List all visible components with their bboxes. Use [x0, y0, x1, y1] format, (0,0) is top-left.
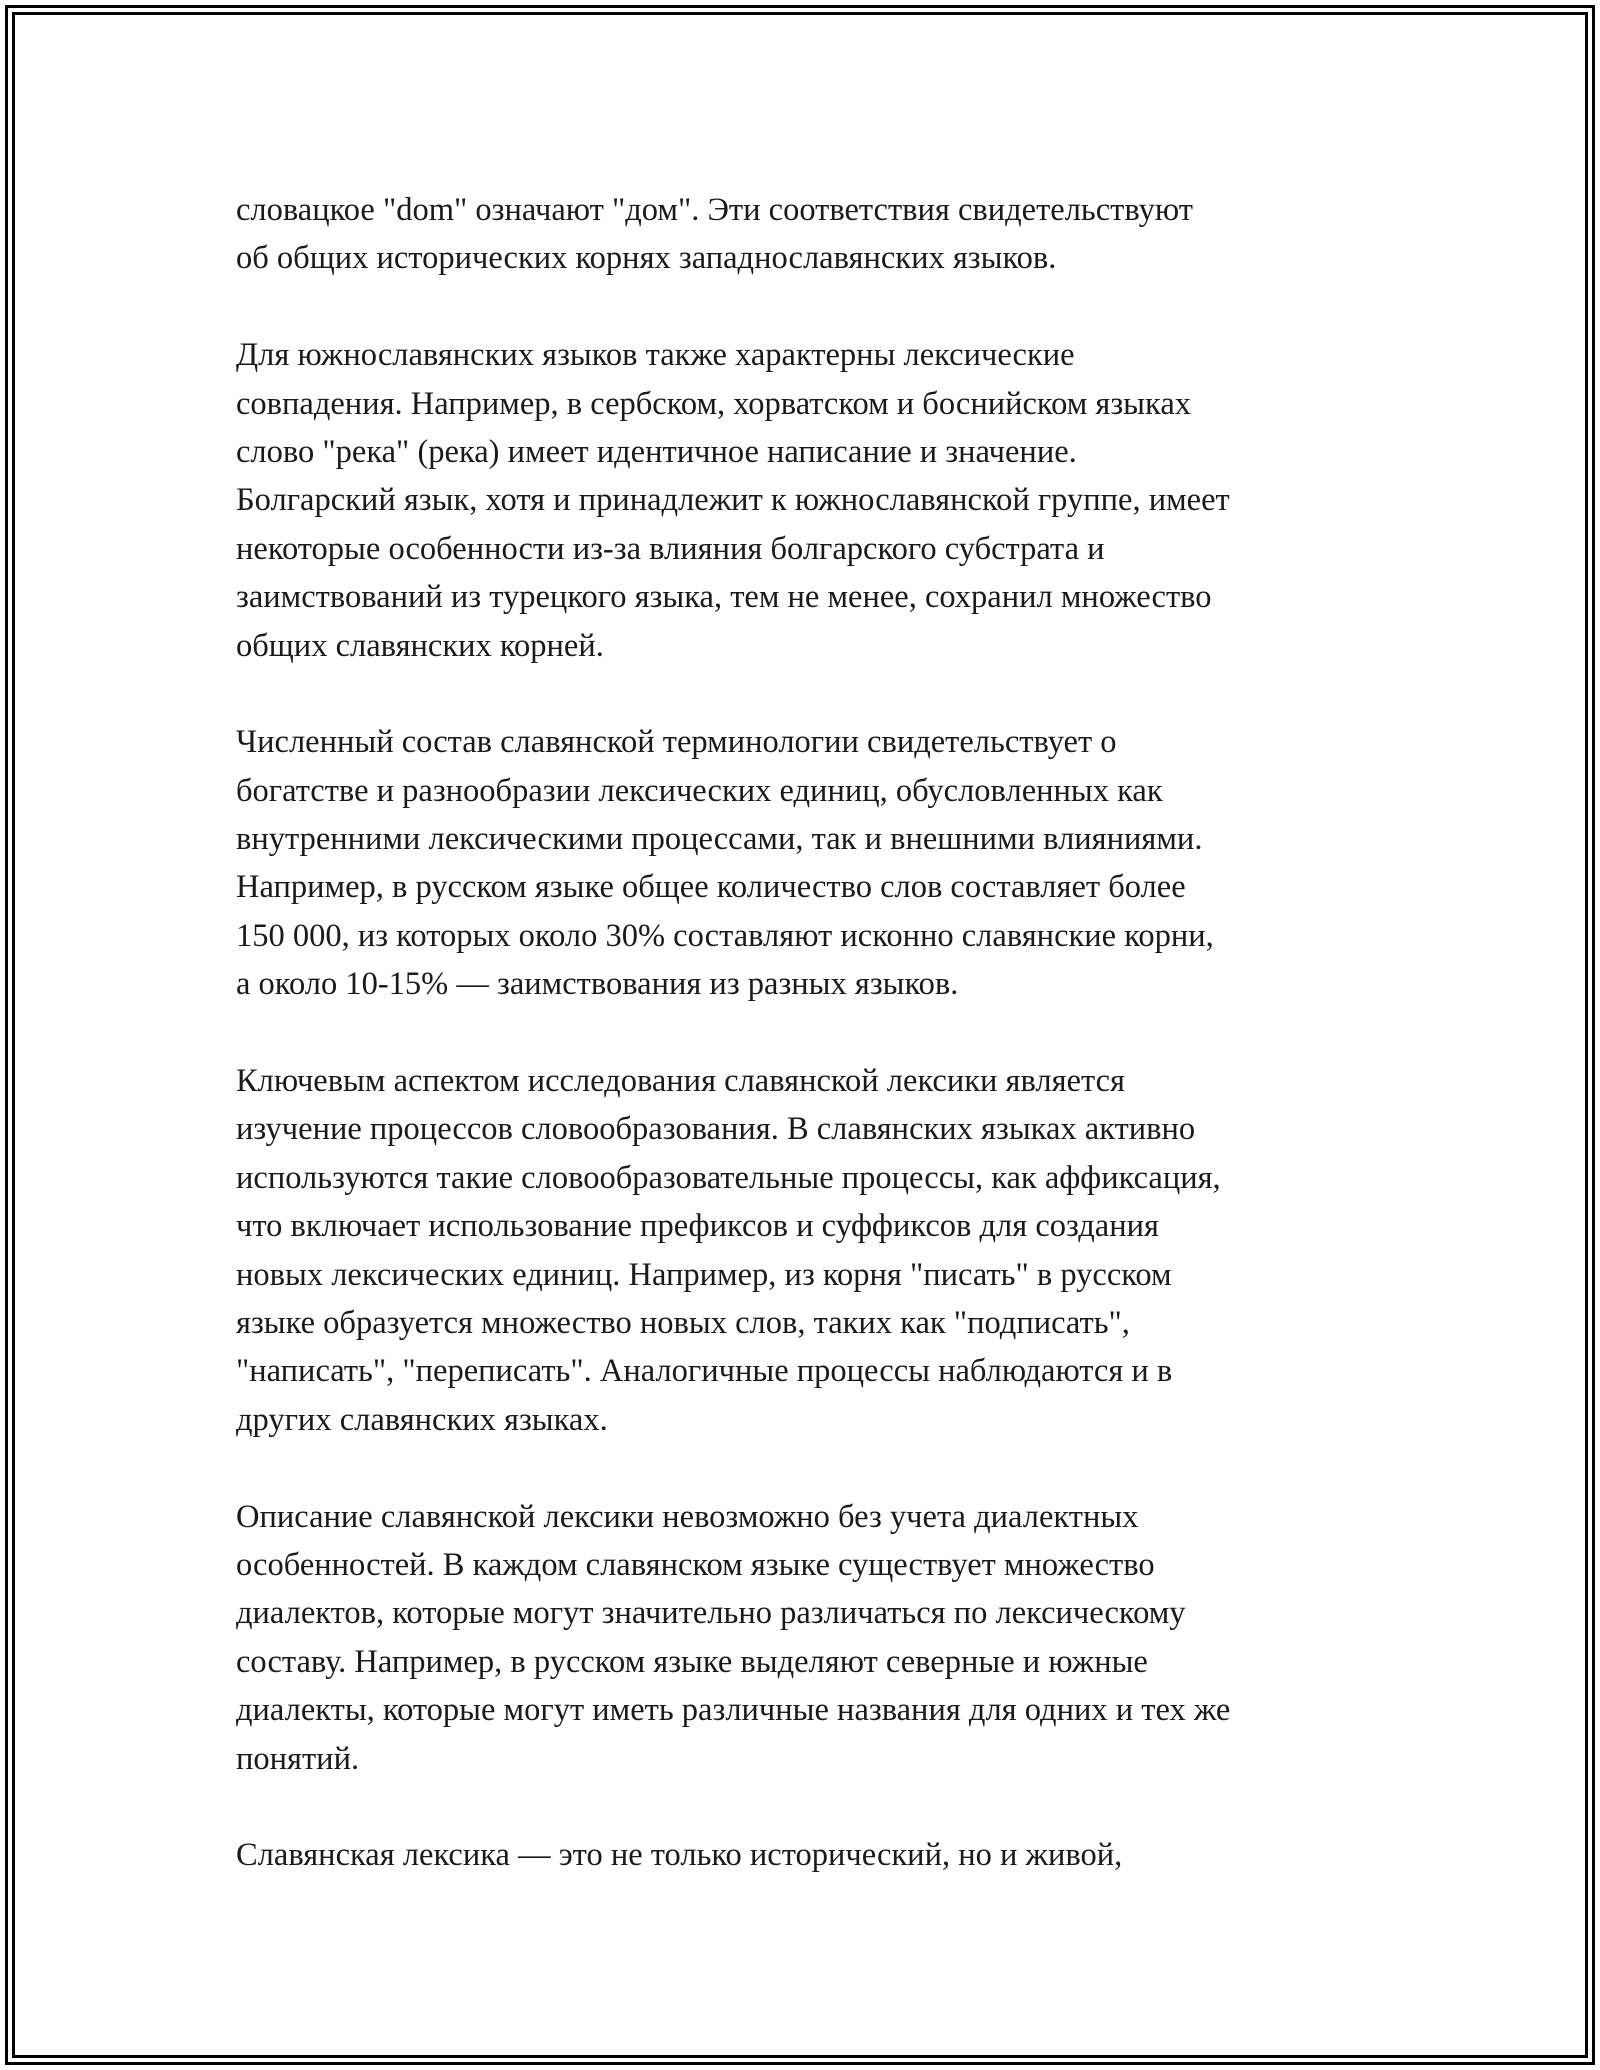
- text-line: об общих исторических корнях западнославянских языков.: [236, 240, 1057, 277]
- paragraph-6: [236, 1831, 1386, 1879]
- text-line: Ключевым аспектом исследования славянской лексики является: [236, 1063, 1125, 1100]
- text-line: общих славянских корней.: [236, 627, 604, 664]
- text-line: 150 000, из которых около 30% составляют исконно славянские корни,: [236, 917, 1214, 954]
- paragraph-1: [236, 186, 1386, 283]
- text-line: Описание славянской лексики невозможно без учета диалектных: [236, 1498, 1139, 1535]
- text-line: новых лексических единиц. Например, из корня "писать" в русском: [236, 1256, 1172, 1293]
- text-line: заимствований из турецкого языка, тем не менее, сохранил множество: [236, 579, 1212, 616]
- text-line: а около 10-15% — заимствования из разных языков.: [236, 966, 959, 1003]
- text-line: некоторые особенности из-за влияния болгарского субстрата и: [236, 530, 1105, 567]
- text-line: слово "река" (река) имеет идентичное написание и значение.: [236, 433, 1077, 470]
- text-line: изучение процессов словообразования. В славянских языках активно: [236, 1111, 1196, 1148]
- text-line: "написать", "переписать". Аналогичные процессы наблюдаются и в: [236, 1353, 1173, 1390]
- text-line: Для южнославянских языков также характерны лексические: [236, 337, 1075, 374]
- text-line: особенностей. В каждом славянском языке существует множество: [236, 1546, 1155, 1583]
- text-line: используются такие словообразовательные процессы, как аффиксация,: [236, 1159, 1221, 1196]
- text-line: составу. Например, в русском языке выделяют северные и южные: [236, 1643, 1148, 1680]
- text-line: диалектов, которые могут значительно различаться по лексическому: [236, 1595, 1186, 1632]
- paragraph-2: [236, 331, 1386, 670]
- text-line: других славянских языках.: [236, 1401, 608, 1438]
- text-line: Славянская лексика — это не только исторический, но и живой,: [236, 1837, 1123, 1874]
- text-line: совпадения. Например, в сербском, хорватском и боснийском языках: [236, 385, 1191, 422]
- paragraph-4: [236, 1057, 1386, 1444]
- text-line: что включает использование префиксов и суффиксов для создания: [236, 1208, 1159, 1245]
- document-body: [236, 186, 1386, 1928]
- paragraph-5: [236, 1493, 1386, 1783]
- text-line: Численный состав славянской терминологии свидетельствует о: [236, 724, 1117, 761]
- paragraph-3: [236, 718, 1386, 1008]
- text-line: диалекты, которые могут иметь различные названия для одних и тех же: [236, 1692, 1231, 1729]
- text-line: внутренними лексическими процессами, так и внешними влияниями.: [236, 821, 1203, 858]
- text-line: понятий.: [236, 1740, 360, 1777]
- text-line: словацкое "dom" означают "дом". Эти соответствия свидетельствуют: [236, 192, 1193, 228]
- text-line: Болгарский язык, хотя и принадлежит к южнославянской группе, имеет: [236, 482, 1230, 519]
- text-line: Например, в русском языке общее количество слов составляет более: [236, 869, 1186, 906]
- text-line: богатстве и разнообразии лексических единиц, обусловленных как: [236, 772, 1163, 809]
- text-line: языке образуется множество новых слов, таких как "подписать",: [236, 1304, 1130, 1341]
